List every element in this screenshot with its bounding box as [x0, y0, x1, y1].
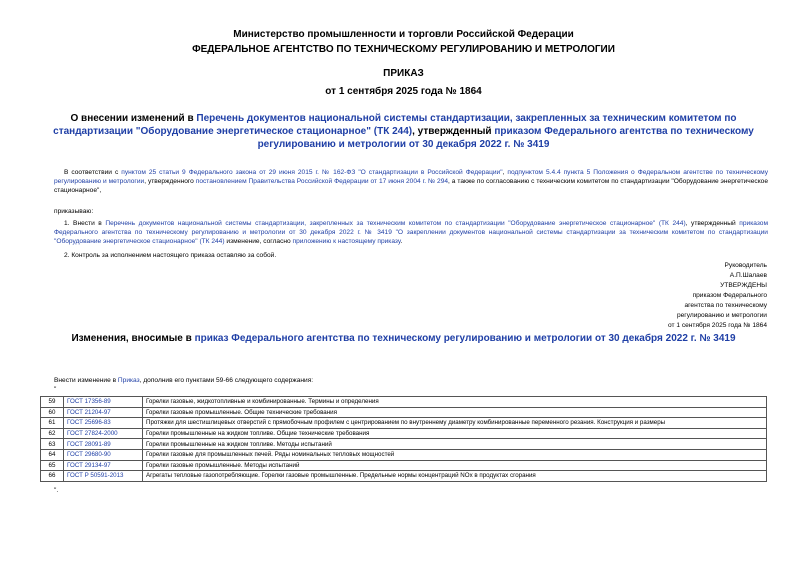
changes-heading: [0, 333, 807, 345]
item-1-text-3: изменение, согласно: [224, 238, 293, 246]
row-title: Горелки промышленные на жидком топливе. Общие технические требования: [143, 428, 767, 439]
approval-line-2: агентства по техническому: [684, 302, 767, 309]
changes-link-order[interactable]: приказ Федерального агентства по техническому регулированию и метрологии от 30 декабря 2022 г. № 3419: [194, 333, 736, 344]
title-link-list[interactable]: Перечень документов национальной системы стандартизации, закрепленных за техническим комитетом по стандартизации "Оборудование энергетическое стационарное" (ТК 244): [53, 113, 737, 137]
row-code-cell: [64, 418, 143, 429]
intro-text-2: , дополнив его пунктами 59-66 следующего содержания:: [139, 377, 314, 384]
row-title: Протяжки для шестишлицевых отверстий с прямобочным профилем с центрированием по внутреннему диаметру комбинированные переменного резания. Конструкция и размеры: [143, 418, 767, 429]
row-title: Горелки промышленные на жидком топливе. Методы испытаний: [143, 439, 767, 450]
ministry-name: Министерство промышленности и торговли Российской Федерации: [233, 29, 574, 40]
item-1-paragraph: [54, 219, 768, 247]
preamble-text-2: ,: [502, 169, 508, 176]
preamble-paragraph: [54, 168, 768, 196]
approval-line-1: приказом Федерального: [692, 292, 767, 299]
item-1-text-4: .: [400, 238, 403, 246]
signature-role: Руководитель: [724, 262, 767, 269]
document-type: ПРИКАЗ: [383, 68, 424, 79]
row-number: 61: [41, 418, 64, 429]
order-word: приказываю:: [54, 208, 94, 215]
item-1-link-appendix[interactable]: приложению к настоящему приказу: [292, 238, 401, 246]
row-number: 62: [41, 428, 64, 439]
row-code-cell: [64, 428, 143, 439]
item-1-link-order[interactable]: приказом Федерального агентства по техническому регулированию и метрологии от 30 декабря 2022 г. № 3419 "О закреплении документов национальной системы стандартизации за техническим комитетом по стандартизации "Оборудование энергетическое стационарное" (ТК 244): [54, 220, 768, 246]
row-code-cell: [64, 449, 143, 460]
title-text-1: О внесении изменений в: [70, 113, 197, 124]
preamble-link-regulation[interactable]: подпунктом 5.4.4 пункта 5 Положения о Федеральном агентстве по техническому регулированию и метрологии: [54, 169, 769, 186]
item-1-text-1: 1. Внести в: [64, 220, 106, 227]
row-title: Горелки газовые промышленные. Общие технические требования: [143, 407, 767, 418]
preamble-link-law[interactable]: пунктом 25 статьи 9 Федерального закона от 29 июня 2015 г. № 162-ФЗ "О стандартизации в Российской Федерации": [121, 169, 503, 176]
item-2-paragraph: 2. Контроль за исполнением настоящего приказа оставляю за собой.: [64, 252, 277, 259]
table-row: [41, 407, 767, 418]
title-text-2: , утвержденный: [412, 126, 495, 137]
table-row: [41, 460, 767, 471]
approval-line-4: от 1 сентября 2025 года № 1864: [667, 322, 767, 329]
approval-line-3: регулированию и метрологии: [676, 312, 767, 319]
row-code-cell: [64, 439, 143, 450]
table-row: [41, 428, 767, 439]
table-row: [41, 418, 767, 429]
gost-code-link[interactable]: ГОСТ 17356-89: [67, 398, 111, 406]
preamble-text-4: , а также по согласованию с техническим комитетом по стандартизации "Оборудование энергетическое стационарное",: [54, 178, 768, 195]
row-number: 65: [41, 460, 64, 471]
gost-table: [40, 396, 767, 482]
gost-code-link[interactable]: ГОСТ 28091-89: [67, 440, 111, 448]
table-row: [41, 439, 767, 450]
gost-code-link[interactable]: ГОСТ 29680-90: [67, 451, 111, 459]
approval-word: УТВЕРЖДЕНЫ: [720, 282, 767, 289]
row-number: 59: [41, 397, 64, 408]
row-code-cell: [64, 460, 143, 471]
row-code-cell: [64, 397, 143, 408]
table-row: [41, 397, 767, 408]
intro-text-1: Внести изменение в: [54, 377, 118, 384]
open-quote: ": [54, 386, 57, 393]
changes-text: Изменения, вносимые в: [71, 333, 195, 344]
item-1-link-list[interactable]: Перечень документов национальной системы стандартизации, закрепленных за техническим комитетом по стандартизации "Оборудование энергетическое стационарное" (ТК 244): [105, 220, 686, 227]
intro-link-order[interactable]: Приказ: [117, 377, 140, 384]
title-link-order[interactable]: приказом Федерального агентства по техническому регулированию и метрологии от 30 декабря 2022 г. № 3419: [257, 126, 754, 150]
gost-code-link[interactable]: ГОСТ 27824-2000: [67, 430, 118, 438]
row-title: Горелки газовые, жидкотопливные и комбинированные. Термины и определения: [143, 397, 767, 408]
close-quote: ".: [54, 487, 59, 494]
row-title: Горелки газовые для промышленных печей. Ряды номинальных тепловых мощностей: [143, 449, 767, 460]
agency-name: ФЕДЕРАЛЬНОЕ АГЕНТСТВО ПО ТЕХНИЧЕСКОМУ РЕГУЛИРОВАНИЮ И МЕТРОЛОГИИ: [192, 44, 615, 55]
row-title: Горелки газовые промышленные. Методы испытаний: [143, 460, 767, 471]
row-number: 66: [41, 471, 64, 482]
page-title: [40, 112, 767, 151]
gost-code-link[interactable]: ГОСТ 29134-97: [67, 461, 111, 469]
row-code-cell: [64, 407, 143, 418]
gost-code-link[interactable]: ГОСТ 21204-97: [67, 408, 111, 416]
row-code-cell: [64, 471, 143, 482]
preamble-text-1: В соответствии с: [64, 169, 122, 176]
item-1-text-2: , утвержденный: [685, 220, 740, 227]
intro-paragraph: [54, 376, 313, 385]
document-date-number: от 1 сентября 2025 года № 1864: [325, 86, 482, 97]
signature-block: [567, 261, 767, 331]
gost-code-link[interactable]: ГОСТ 25696-83: [67, 419, 111, 427]
gost-code-link[interactable]: ГОСТ Р 50591-2013: [67, 472, 124, 480]
row-number: 63: [41, 439, 64, 450]
preamble-link-decree[interactable]: постановлением Правительства Российской Федерации от 17 июня 2004 г. № 294: [195, 178, 449, 186]
table-row: [41, 449, 767, 460]
preamble-text-3: , утвержденного: [144, 178, 196, 186]
row-number: 60: [41, 407, 64, 418]
row-number: 64: [41, 449, 64, 460]
signature-name: А.П.Шалаев: [729, 272, 767, 279]
row-title: Агрегаты тепловые газопотребляющие. Горелки газовые промышленные. Предельные нормы концентраций NOx в продуктах сгорания: [143, 471, 767, 482]
table-row: [41, 471, 767, 482]
